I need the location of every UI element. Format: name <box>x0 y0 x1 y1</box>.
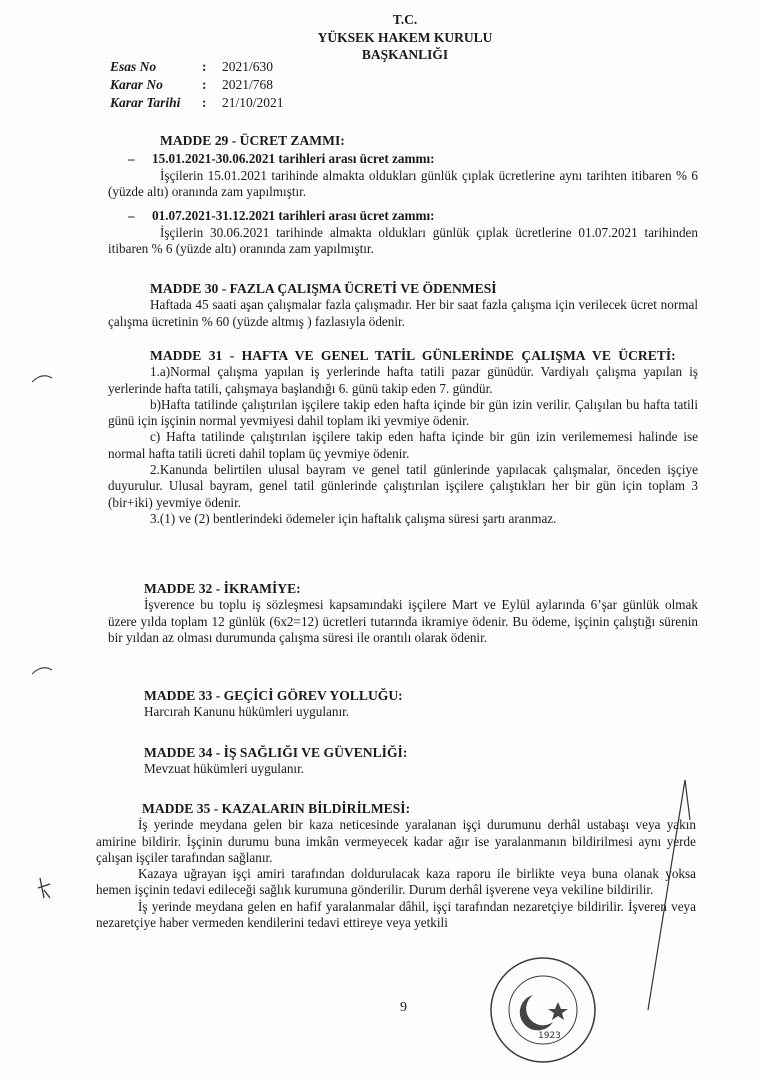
article-31-paragraph: 2.Kanunda belirtilen ulusal bayram ve genel tatil günlerinde yapılacak çalışmalar, önceden işçiye duyurulur. Ulusal bayram, genel tatil günlerinde çalıştırılan işçilere çalıştıkları her bir gün için toplam 3 (bir+iki) yevmiye ödenir. <box>108 462 698 510</box>
case-meta: Esas No : 2021/630 Karar No : 2021/768 Karar Tarihi : 21/10/2021 <box>110 59 284 110</box>
signature <box>640 760 700 1020</box>
meta-key: Karar Tarihi <box>110 95 181 110</box>
document-page: T.C. YÜKSEK HAKEM KURULU BAŞKANLIĞI Esas No : 2021/630 Karar No : 2021/768 Karar Tarihi : 21/10/2021 MADDE 29 - ÜCRET ZAMMI: – 15.01.2021-30.06.2021 tarihleri arası ücret zammı: İşçilerin 15.01.2021 tarihinde almakta oldukları günlük çıplak ücretlerine aynı tarihten itibaren % 6 (yüzde altı) oranında zam yapılmıştır. – 01.07.2021-31.12.2021 tarihleri arası ücret zammı: İşçilerin 30.06.2021 tarihinde almakta oldukları günlük çıplak ücretlerine 01.07.2021 tarihinden itibaren % 6 (yüzde altı) oranında zam yapılmıştır. MADDE 30 - FAZLA ÇALIŞMA ÜCRETİ VE ÖDENMESİ Haftada 45 saati aşan çalışmalar fazla çalışmadır. Her bir saat fazla çalışma için verilecek ücret normal çalışma ücretinin % 60 (yüzde altmış ) fazlasıyla ödenir. MADDE 31 - HAFTA VE GENEL TATİL GÜNLERİNDE ÇALIŞMA VE ÜCRETİ: 1.a)Normal çalışma yapılan iş yerlerinde hafta tatili pazar günüdür. Vardiyalı çalışma yapılan iş yerlerinde hafta tatili, çalışmaya başlandığı 6. günü takip eden 7. gündür. b)Hafta tatilinde çalıştırılan işçilere takip eden hafta içinde bir gün izin verilir. Çalışılan bu hafta tatili günü için işçinin normal yevmiyesi dahil toplam iki yevmiye ödenir. c) Hafta tatilinde çalıştırılan işçilere takip eden hafta içinde bir gün izin verilememesi halinde ise normal hafta tatili ücreti dahil toplam üç yevmiye ödenir. 2.Kanunda belirtilen ulusal bayram ve genel tatil günlerinde yapılacak çalışmalar, önceden işçiye duyurulur. Ulusal bayram, genel tatil günlerinde çalıştırılan işçilere çalıştıkları her bir gün için toplam 3 (bir+iki) yevmiye ödenir. 3.(1) ve (2) bentlerindeki ödemeler için haftalık çalışma süresi şartı aranmaz. MADDE 32 - İKRAMİYE: İşverence bu toplu iş sözleşmesi kapsamındaki işçilere Mart ve Eylül aylarında 6’şar günlük olmak üzere yılda toplam 12 günlük (6x2=12) ücretleri tutarında ikramiye ödenir. Bu ödeme, işçinin çalıştığı sürenin bir yıldan az olması durumunda çalışma süresi ile orantılı olarak ödenir. MADDE 33 - GEÇİCİ GÖREV YOLLUĞU: Harcırah Kanunu hükümleri uygulanır. MADDE 34 - İŞ SAĞLIĞI VE GÜVENLİĞİ: Mevzuat hükümleri uygulanır. MADDE 35 - KAZALARIN BİLDİRİLMESİ: İş yerinde meydana gelen bir kaza neticesinde yaralanan işçi durumunu derhâl ustabaşı veya yakın amirine bildirir. İşçinin durumu buna imkân vermeyecek kadar ağır ise yaralanmanın bildirilmesi aynı yerde çalışan işçiler tarafından sağlanır. Kazaya uğrayan işçi amiri tarafından doldurulacak kaza raporu ile birlikte veya buna olanak yoksa hemen işçinin tedavi edileceği sağlık kurumuna gönderilir. Durum derhâl işverene veya vekiline bildirilir. İş yerinde meydana gelen en hafif yaralanmalar dâhil, işçi tarafından nezaretçiye bildirilir. İşveren veya nezaretçiye haber vermeden kendilerini tedavi ettireye veya yetkili 9 1923 <box>0 0 763 1080</box>
article-31-paragraph: c) Hafta tatilinde çalıştırılan işçilere takip eden hafta içinde bir gün izin verilememesi halinde ise normal hafta tatili ücreti dahil toplam üç yevmiye ödenir. <box>108 429 698 461</box>
article-33-paragraph: Harcırah Kanunu hükümleri uygulanır. <box>144 704 350 720</box>
meta-key: Karar No <box>110 77 163 92</box>
meta-key: Esas No <box>110 59 157 74</box>
margin-mark <box>30 372 54 384</box>
article-29-title: MADDE 29 - ÜCRET ZAMMI: <box>160 133 345 148</box>
article-35-paragraph: Kazaya uğrayan işçi amiri tarafından doldurulacak kaza raporu ile birlikte veya buna olanak yoksa hemen işçinin tedavi edileceği sağlık kurumuna gönderilir. Durum derhâl işverene veya vekiline bildirilir. <box>96 866 696 898</box>
article-29-subheading: 01.07.2021-31.12.2021 tarihleri arası ücret zammı: <box>152 208 435 223</box>
meta-value: 2021/768 <box>222 77 274 92</box>
article-31-title: MADDE 31 - HAFTA VE GENEL TATİL GÜNLERİNDE ÇALIŞMA VE ÜCRETİ: <box>150 348 676 363</box>
article-32-title: MADDE 32 - İKRAMİYE: <box>144 581 301 596</box>
article-34-paragraph: Mevzuat hükümleri uygulanır. <box>144 761 305 777</box>
page-number: 9 <box>400 1000 407 1015</box>
article-34-title: MADDE 34 - İŞ SAĞLIĞI VE GÜVENLİĞİ: <box>144 745 408 760</box>
article-35-title: MADDE 35 - KAZALARIN BİLDİRİLMESİ: <box>142 801 411 816</box>
meta-value: 2021/630 <box>222 59 274 74</box>
article-32-paragraph: İşverence bu toplu iş sözleşmesi kapsamındaki işçilere Mart ve Eylül aylarında 6’şar günlük olmak üzere yılda toplam 12 günlük (6x2=12) ücretleri tutarında ikramiye ödenir. Bu ödeme, işçinin çalıştığı sürenin bir yıldan az olması durumunda çalışma süresi ile orantılı olarak ödenir. <box>108 597 698 645</box>
article-33-title: MADDE 33 - GEÇİCİ GÖREV YOLLUĞU: <box>144 688 403 703</box>
article-35-paragraph: İş yerinde meydana gelen bir kaza neticesinde yaralanan işçi durumunu derhâl ustabaşı veya yakın amirine bildirir. İşçinin durumu buna imkân vermeyecek kadar ağır ise yaralanmanın bildirilmesi aynı yerde çalışan işçiler tarafından sağlanır. <box>96 817 696 865</box>
header-presidency: BAŞKANLIĞI <box>361 47 449 62</box>
article-30-title: MADDE 30 - FAZLA ÇALIŞMA ÜCRETİ VE ÖDENMESİ <box>150 281 497 296</box>
official-seal <box>478 950 608 1065</box>
article-35-paragraph: İş yerinde meydana gelen en hafif yaralanmalar dâhil, işçi tarafından nezaretçiye bildirilir. İşveren veya nezaretçiye haber vermeden kendilerini tedavi ettireye veya yetkili <box>96 898 696 931</box>
article-29-subheading: 15.01.2021-30.06.2021 tarihleri arası ücret zammı: <box>152 151 435 166</box>
article-29-paragraph: İşçilerin 15.01.2021 tarihinde almakta oldukları günlük çıplak ücretlerine aynı tarihten itibaren % 6 (yüzde altı) oranında zam yapılmıştır. <box>108 168 698 200</box>
article-30-paragraph: Haftada 45 saati aşan çalışmalar fazla çalışmadır. Her bir saat fazla çalışma için verilecek ücret normal çalışma ücretinin % 60 (yüzde altmış ) fazlasıyla ödenir. <box>108 297 698 329</box>
article-31-paragraph: 3.(1) ve (2) bentlerindeki ödemeler için haftalık çalışma süresi şartı aranmaz. <box>150 510 557 526</box>
margin-mark <box>30 664 54 676</box>
header-institution: YÜKSEK HAKEM KURULU <box>317 30 493 45</box>
header-tc: T.C. <box>392 12 418 27</box>
article-29-paragraph: İşçilerin 30.06.2021 tarihinde almakta oldukları günlük çıplak ücretlerine 01.07.2021 tarihinden itibaren % 6 (yüzde altı) oranında zam yapılmıştır. <box>108 225 698 257</box>
article-31-paragraph: 1.a)Normal çalışma yapılan iş yerlerinde hafta tatili pazar günüdür. Vardiyalı çalışma yapılan iş yerlerinde hafta tatili, çalışmaya başlandığı 6. günü takip eden 7. gündür. <box>108 364 698 396</box>
seal-year: 1923 <box>538 1031 561 1041</box>
meta-value: 21/10/2021 <box>222 95 284 110</box>
handwritten-mark <box>36 876 54 900</box>
article-31-paragraph: b)Hafta tatilinde çalıştırılan işçilere takip eden hafta içinde bir gün izin verilir. Çalışılan bu hafta tatili günü için işçinin normal yevmiyesi dahil toplam iki yevmiye ödenir. <box>108 396 698 429</box>
